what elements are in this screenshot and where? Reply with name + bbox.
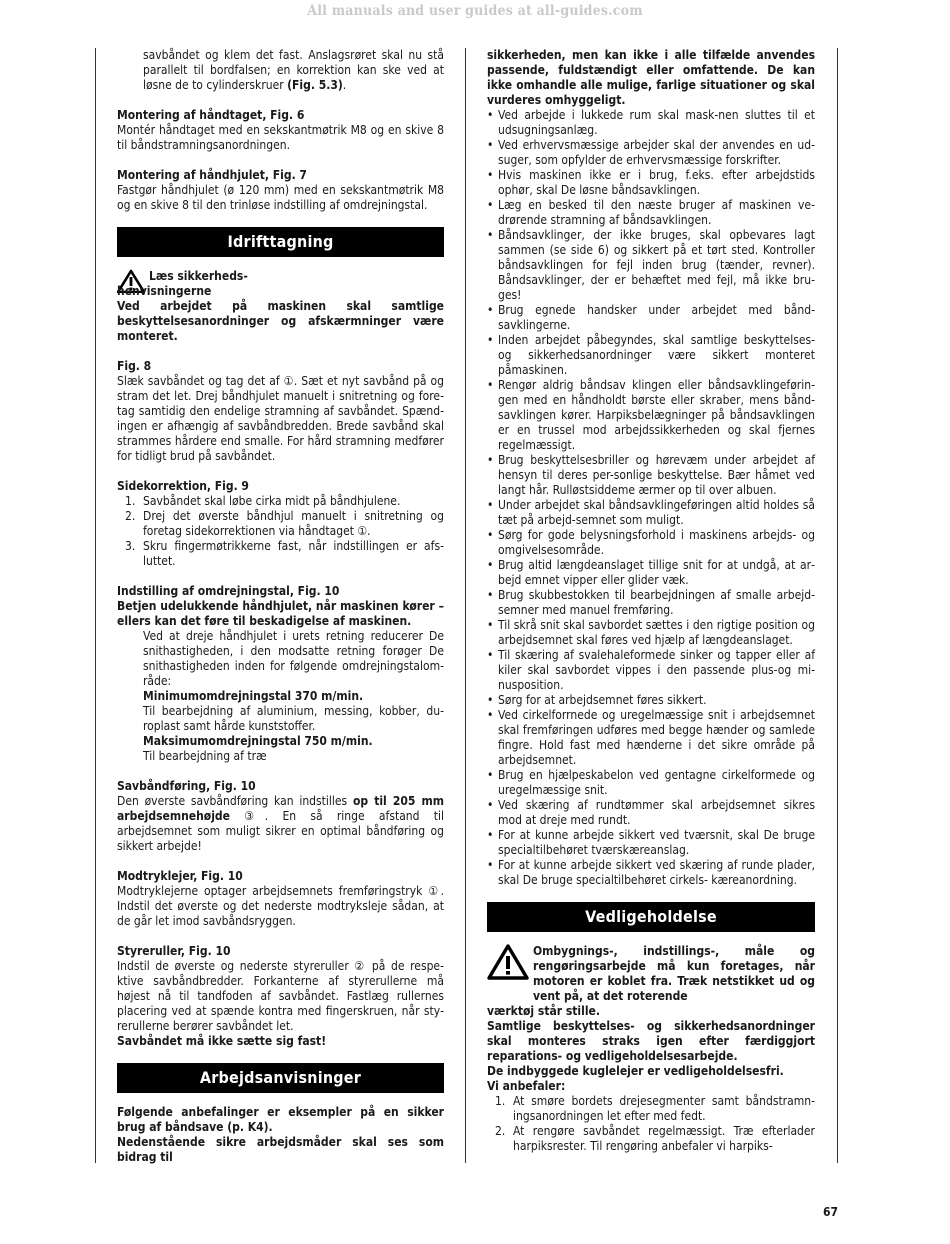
warning-body: Ved arbejdet på maskinen skal samtlige beskyttelsesanordninger og afskærmninger være monteret.	[117, 299, 444, 343]
list-item: • Ved cirkelforrnede og uregelmæssige snit i arbejdsemnet skal fremføringen udføres med begge hænder og samlede fingre. Hold fast med hænderne i det sikre område på arbejdsemnet.	[487, 708, 815, 768]
min-speed-use: Til bearbejdning af aluminium, messing, kobber, duroplast samt hårde kunststoffer.	[143, 704, 444, 733]
list-item: • Til skæring af svalehaleformede sinker og tapper eller af kiler skal savbordet vippes i den passende plus-og minusposition.	[487, 648, 815, 693]
max-speed: Maksimumomdrejningstal 750 m/min.	[143, 734, 373, 748]
heading-handtag: Montering af håndtaget, Fig. 6	[117, 108, 305, 122]
list-item: • Hvis maskinen ikke er i brug, f.eks. efter arbejdstids ophør, skal De løsne båndsavklingen.	[487, 168, 815, 198]
list-item: • Læg en besked til den næste bruger af maskinen vedrørende stramning af båndsavklingen.	[487, 198, 815, 228]
list-item: 2. Drej det øverste båndhjul manuelt i snitretning og foretag sidekorrektionen via håndtaget ①.	[125, 509, 444, 538]
heading-handhjul: Montering af håndhjulet, Fig. 7	[117, 168, 307, 182]
heading-omdrejningstal: Indstilling af omdrejningstal, Fig. 10	[117, 584, 340, 598]
column-divider-rule	[465, 48, 466, 1163]
paragraph-nedenstaende: Nedenstående sikre arbejdsmåder skal ses som bidrag til	[117, 1135, 444, 1164]
list-item: • Brug egnede handsker under arbejdet med båndsavklingerne.	[487, 303, 815, 333]
heading-savbandforing: Savbåndføring, Fig. 10	[117, 779, 256, 793]
warning-title-line1: Læs sikkerheds-	[149, 269, 248, 283]
section-banner-idrifttagning: Idrifttagning	[117, 227, 444, 257]
warning-text: Ombygnings-, indstillings-, måle og rengøringsarbejde må kun foretages, når motoren er koblet fra. Træk netstikket ud og vent på, at det roterende	[533, 944, 815, 1003]
heading-modtryklejer: Modtryklejer, Fig. 10	[117, 869, 243, 883]
warning-omdrejningstal: Betjen udelukkende håndhjulet, når maskinen kører – ellers kan det føre til beskadigelse af maskinen.	[117, 599, 444, 628]
heading-styreruller: Styreruller, Fig. 10	[117, 944, 231, 958]
heading-vi-anbefaler: Vi anbefaler:	[487, 1079, 566, 1093]
warning-text-continued: værktøj står stille.	[487, 1004, 600, 1018]
min-speed: Minimumomdrejningstal 370 m/min.	[143, 689, 364, 703]
max-speed-use: Til bearbejdning af træ	[143, 749, 267, 763]
paragraph-sikkerheden: sikkerheden, men kan ikke i alle tilfælde anvendes passende, fuldstændigt eller omfattende. De kan ikke omhandle alle mulige, farlige situationer og skal vurderes omhyggeligt.	[487, 48, 815, 107]
paragraph-fig8: Slæk savbåndet og tag det af ①. Sæt et nyt savbånd på og stram det let. Drej båndhjulet manuelt i snitretning og foretag samtidig den endelige stramning af savbåndet. Spændingen er afhængig af savbåndbredden. Brede savbånd skal strammes hårdere end smalle. For hård stramning medfører for tidligt brud på savbåndet.	[117, 374, 444, 463]
list-item: • Inden arbejdet påbegyndes, skal samtlige beskyttelses- og sikkerhedsanordninger være sikkert monteret påmaskinen.	[487, 333, 815, 378]
list-item: • Båndsavklinger, der ikke bruges, skal opbevares lagt sammen (se side 6) og sikkert på et tørt sted. Kontroller båndsavklingen for fejl inden brug (tænder, revner). Båndsavklinger, der er behæftet med fejl, må ikke bruges!	[487, 228, 815, 303]
paragraph-samtlige: Samtlige beskyttelses- og sikkerhedsanordninger skal monteres straks igen efter færdiggjort reparations- og vedligeholdelsesarbejde.	[487, 1019, 815, 1063]
list-item: • Brug beskyttelsesbriller og hørevæm under arbejdet af hensyn til deres per-sonlige beskyttelse. Bær håmet ved langt hår. Rulløstsiddeme ærmer op til over albuen.	[487, 453, 815, 498]
safety-bullet-list	[487, 108, 815, 888]
paragraph-handhjul: Fastgør håndhjulet (ø 120 mm) med en sekskantmøtrik M8 og en skive 8 til den trinløse indstilling af omdrejningstal.	[117, 183, 444, 212]
right-margin-rule	[837, 48, 838, 1163]
heading-sidekorrektion: Sidekorrektion, Fig. 9	[117, 479, 249, 493]
list-item: • Brug altid længdeanslaget tillige snit for at undgå, at arbejd emnet vipper eller glider væk.	[487, 558, 815, 588]
paragraph-styreruller: Indstil de øverste og nederste styreruller ② på de respektive savbåndbredder. Forkanterne af styrerullerne må højest nå til tandfoden af savbåndet. Fastlæg rullernes placering ved at spænde kontra med fingerskruen, når styrerullerne berører savbåndet let.	[117, 959, 444, 1033]
paragraph-savbandforing: Den øverste savbåndføring kan indstilles op til 205 mm arbejdsemnehøjde ③. En så ringe afstand til arbejdsemnet som muligt sikrer en optimal båndføring og sikkert arbejde!	[117, 794, 444, 853]
list-item: • Rengør aldrig båndsav klingen eller båndsavklingeføringen med en håndholdt børste eller skraber, mens båndsavklingen kører. Harpiksbelægninger på båndsavklingen er en trussel mod arbejdssikkerheden og skal fjernes regelmæssigt.	[487, 378, 815, 453]
recommendation-list	[487, 1094, 815, 1154]
list-item: 3. Skru fingermøtrikkerne fast, når indstillingen er afsluttet.	[125, 539, 444, 568]
list-item: • Ved erhvervsmæssige arbejder skal der anvendes en udsuger, som opfylder de erhvervsmæssige forskrifter.	[487, 138, 815, 168]
warning-title-line2: henvisningerne	[117, 284, 212, 298]
list-item: 1. At smøre bordets drejesegmenter samt båndstramningsanordningen let efter med fedt.	[495, 1094, 815, 1123]
list-item: • For at kunne arbejde sikkert ved skæring af runde plader, skal De bruge specialtilbehøret cirkels- kæreanordning.	[487, 858, 815, 888]
list-item: • For at kunne arbejde sikkert ved tværsnit, skal De bruge specialtilbehøret tværskæreanslag.	[487, 828, 815, 858]
page-number: 67	[823, 1205, 839, 1219]
warning-styreruller: Savbåndet må ikke sætte sig fast!	[117, 1034, 327, 1048]
paragraph-handtag: Montér håndtaget med en sekskantmøtrik M8 og en skive 8 til båndstramningsanordningen.	[117, 123, 444, 152]
list-item: • Til skrå snit skal savbordet sættes i den rigtige position og arbejdsemnet skal føres ved hjælp af længdeanslaget.	[487, 618, 815, 648]
paragraph-omdrejningstal: Ved at dreje håndhjulet i urets retning reducerer De snithastigheden, i den modsatte retning forøger De snithastigheden inden for følgende omdrejningstalområde:	[143, 629, 444, 688]
paragraph-folgende: Følgende anbefalinger er eksempler på en sikker brug af båndsave (p. K4).	[117, 1105, 444, 1134]
paragraph-modtryklejer: Modtryklejerne optager arbejdsemnets fremføringstryk ①. Indstil det øverste og det nederste modtryksleje sådan, at de går let imod savbåndsryggen.	[117, 884, 444, 928]
section-banner-vedligeholdelse: Vedligeholdelse	[487, 902, 815, 932]
list-item: • Sørg for gode belysningsforhold i maskinens arbejds- og omgivelsesområde.	[487, 528, 815, 558]
warning-triangle-icon	[487, 944, 529, 984]
sidekorrektion-list	[117, 494, 444, 569]
maintenance-warning	[487, 944, 815, 1004]
heading-fig8: Fig. 8	[117, 359, 152, 373]
list-item: • Ved skæring af rundtømmer skal arbejdsemnet sikres mod at dreje med rundt.	[487, 798, 815, 828]
intro-paragraph: savbåndet og klem det fast. Anslagsrøret skal nu stå parallelt til bordfalsen; en korrektion kan ske ved at løsne de to cylinderskruer (Fig. 5.3).	[143, 48, 444, 92]
paragraph-kuglelejer: De indbyggede kuglelejer er vedligeholdelsesfri.	[487, 1064, 784, 1078]
list-item: • Under arbejdet skal båndsavklingeføringen altid holdes så tæt på arbejd-semnet som muligt.	[487, 498, 815, 528]
list-item: • Ved arbejde i lukkede rum skal mask-nen sluttes til et udsugningsanlæg.	[487, 108, 815, 138]
section-banner-arbejdsanvisninger: Arbejdsanvisninger	[117, 1063, 444, 1093]
list-item: • Brug en hjælpeskabelon ved gentagne cirkelformede og uregelmæssige snit.	[487, 768, 815, 798]
left-column	[117, 48, 444, 1165]
list-item: 1. Savbåndet skal løbe cirka midt på båndhjulene.	[125, 494, 401, 508]
right-column	[487, 48, 815, 1154]
list-item: • Sørg for at arbejdsemnet føres sikkert.	[487, 693, 815, 708]
watermark: All manuals and user guides at all-guides.com	[307, 3, 643, 19]
left-margin-rule	[95, 48, 96, 1163]
list-item: 2. At rengøre savbåndet regelmæssigt. Træ efterlader harpiksrester. Til rengøring anbefaler vi harpiks-	[495, 1124, 815, 1153]
safety-warning	[117, 269, 444, 299]
list-item: • Brug skubbestokken til bearbejdningen af smalle arbejdsemner med manuel fremføring.	[487, 588, 815, 618]
